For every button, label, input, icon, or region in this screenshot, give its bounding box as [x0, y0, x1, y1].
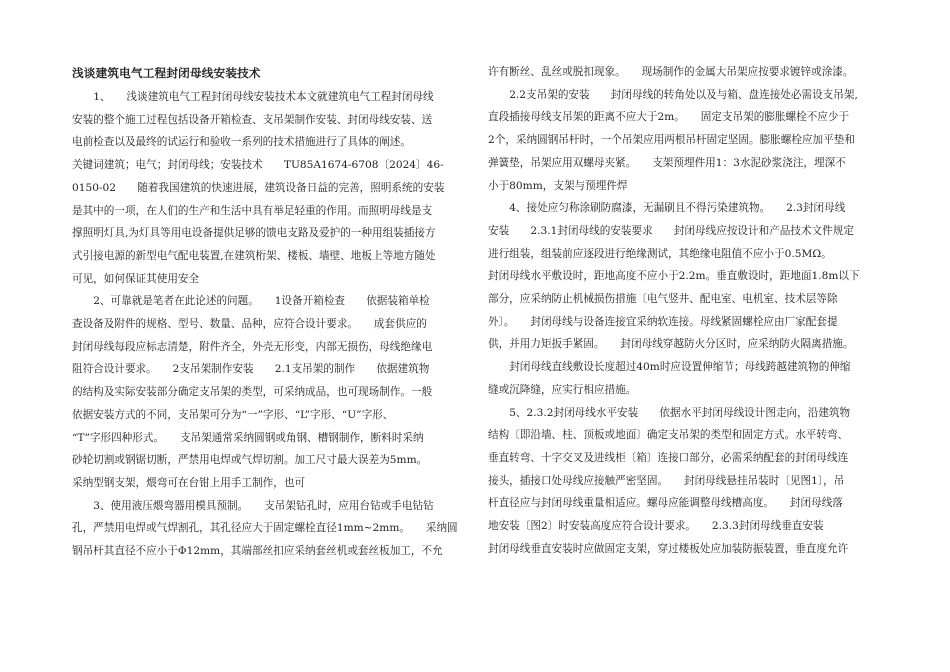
text-line: 2.2支吊架的安装 封闭母线的转角处以及与箱、盘连接处必需设支吊架,	[509, 88, 858, 101]
text-line: 供，并用力矩扳手紧固。 封闭母线穿越防火分区时，应采纳防火隔离措施。	[488, 338, 854, 351]
text-line: 5、2.3.2封闭母线水平安装 依据水平封闭母线设计图走向，沿建筑物	[509, 406, 851, 419]
right-column	[488, 61, 880, 560]
text-line: 式引接电源的新型电气配电装置,在建筑桁架、楼板、墙壁、地板上等地方随处	[72, 249, 436, 262]
text-line: 封闭母线每段应标志清楚，附件齐全，外壳无形变，内部无损伤，母线绝缘电	[72, 340, 433, 353]
text-line: 弹簧垫，吊架应用双螺母夹紧。 支架预埋件用1：3水泥砂浆浇注，埋深不	[488, 156, 846, 169]
text-line: 进行组装，组装前应逐段进行绝缘测试，其绝缘电阻值不应小于0.5MΩ。	[488, 247, 832, 260]
text-line: 依据安装方式的不同，支吊架可分为“一”字形、“L”字形、“U”字形、	[72, 408, 394, 421]
text-line: 部分，应采纳防止机械损伤措施〔电气竖井、配电室、电机室、技术层等除	[488, 293, 838, 306]
text-line: 是其中的一项，在人们的生产和生活中具有举足轻重的作用。而照明母线是支	[72, 204, 433, 217]
text-line: 接头，插接口处母线应接触严密坚固。 封闭母线悬挂吊装时〔见图1〕，吊	[488, 474, 845, 487]
text-line: 封闭母线水平敷设时，距地高度不应小于2.2m。垂直敷设时，距地面1.8m以下	[488, 270, 860, 283]
text-line: 关键词建筑；电气；封闭母线；安装技术 TU85A1674-6708〔2024〕46-	[72, 159, 444, 172]
text-line: 直段插接母线支吊架的距离不应大于2m。 固定支吊架的膨胀螺栓不应少于	[488, 111, 850, 124]
text-line: 钢吊杆其直径不应小于Φ12mm，其端部丝扣应采纳套丝机或套丝板加工，不允	[72, 545, 443, 558]
text-line: 0150-02 随着我国建筑的快速进展，建筑设备日益的完善，照明系统的安装	[72, 181, 445, 194]
text-line: 封闭母线直线敷设长度超过40m时应设置伸缩节；母线跨越建筑物的伸缩	[509, 361, 851, 374]
text-line: 2个，采纳圆钢吊杆时，一个吊架应用两根吊杆固定坚固。膨胀螺栓应加平垫和	[488, 134, 855, 147]
text-line: 安装的整个施工过程包括设备开箱检查、支吊架制作安装、封闭母线安装、送	[72, 113, 433, 126]
text-line: 砂轮切割或钢锯切断，严禁用电焊或气焊切割。加工尺寸最大误差为5mm。	[72, 454, 428, 467]
left-column	[72, 61, 464, 563]
text-line: 杆直径应与封闭母线重量相适应。螺母应能调整母线槽高度。 封闭母线落	[488, 497, 843, 510]
text-line: 结构〔即沿墙、柱、顶板或地面〕确定支吊架的类型和固定方式。水平转弯、	[488, 429, 849, 442]
text-line: 1、 浅谈建筑电气工程封闭母线安装技术本文就建筑电气工程封闭母线	[93, 91, 434, 103]
text-line: 缝或沉降缝，应实行相应措施。	[488, 383, 637, 396]
text-line: 垂直转弯、十字交叉及进线柜〔箱〕连接口部分，必需采纳配套的封闭母线连	[488, 451, 849, 464]
text-line: 小于80mm，支架与预埋件焊	[488, 179, 628, 192]
text-line: 阻符合设计要求。 2支吊架制作安装 2.1支吊架的制作 依据建筑物	[72, 363, 430, 376]
text-line: 电前检查以及最终的试运行和验收一系列的技术措施进行了具体的阐述。	[72, 136, 411, 149]
text-line: 撑照明灯具,为灯具等用电设备提供足够的馈电支路及爱护的一种用组装插接方	[72, 227, 436, 240]
text-line: 4、接处应匀称涂刷防腐漆，无漏刷且不得污染建筑物。 2.3封闭母线	[509, 202, 846, 215]
text-line: 地安装〔图2〕时安装高度应符合设计要求。 2.3.3封闭母线垂直安装	[488, 520, 824, 533]
text-line: 2、可靠就是笔者在此论述的问题。 1设备开箱检查 依据装箱单检	[93, 295, 430, 308]
text-line: 安装 2.3.1封闭母线的安装要求 封闭母线应按设计和产品技术文件规定	[488, 224, 854, 237]
text-line: 外〕。 封闭母线与设备连接宜采纳软连接。母线紧固螺栓应由厂家配套提	[488, 315, 838, 328]
text-line: 的结构及实际安装部分确定支吊架的类型，可采纳成品，也可现场制作。一般	[72, 386, 433, 399]
text-line: 3、使用液压煨弯器用模具预制。 支吊架钻孔时，应用台钻或手电钻钻	[93, 499, 434, 512]
text-line: 孔，严禁用电焊或气焊割孔，其孔径应大于固定螺栓直径1mm~2mm。 采纳圆	[72, 522, 458, 535]
text-line: 可见，如何保证其使用安全	[72, 272, 200, 285]
text-line: 采纳型钢支架，煨弯可在台钳上用手工制作，也可	[72, 476, 306, 489]
text-line: 查设备及附件的规格、型号、数量、品种，应符合设计要求。 成套供应的	[72, 318, 427, 331]
document-title: 浅谈建筑电气工程封闭母线安装技术	[72, 66, 261, 80]
text-line: 许有断丝、乱丝或脱扣现象。 现场制作的金属大吊架应按要求镀锌或涂漆。	[488, 66, 854, 78]
text-line: “T”字形四种形式。 支吊架通常采纳圆钢或角钢、槽钢制作，断料时采纳	[72, 431, 424, 444]
text-line: 封闭母线垂直安装时应做固定支架，穿过楼板处应加装防振装置，垂直度允许	[488, 542, 849, 555]
